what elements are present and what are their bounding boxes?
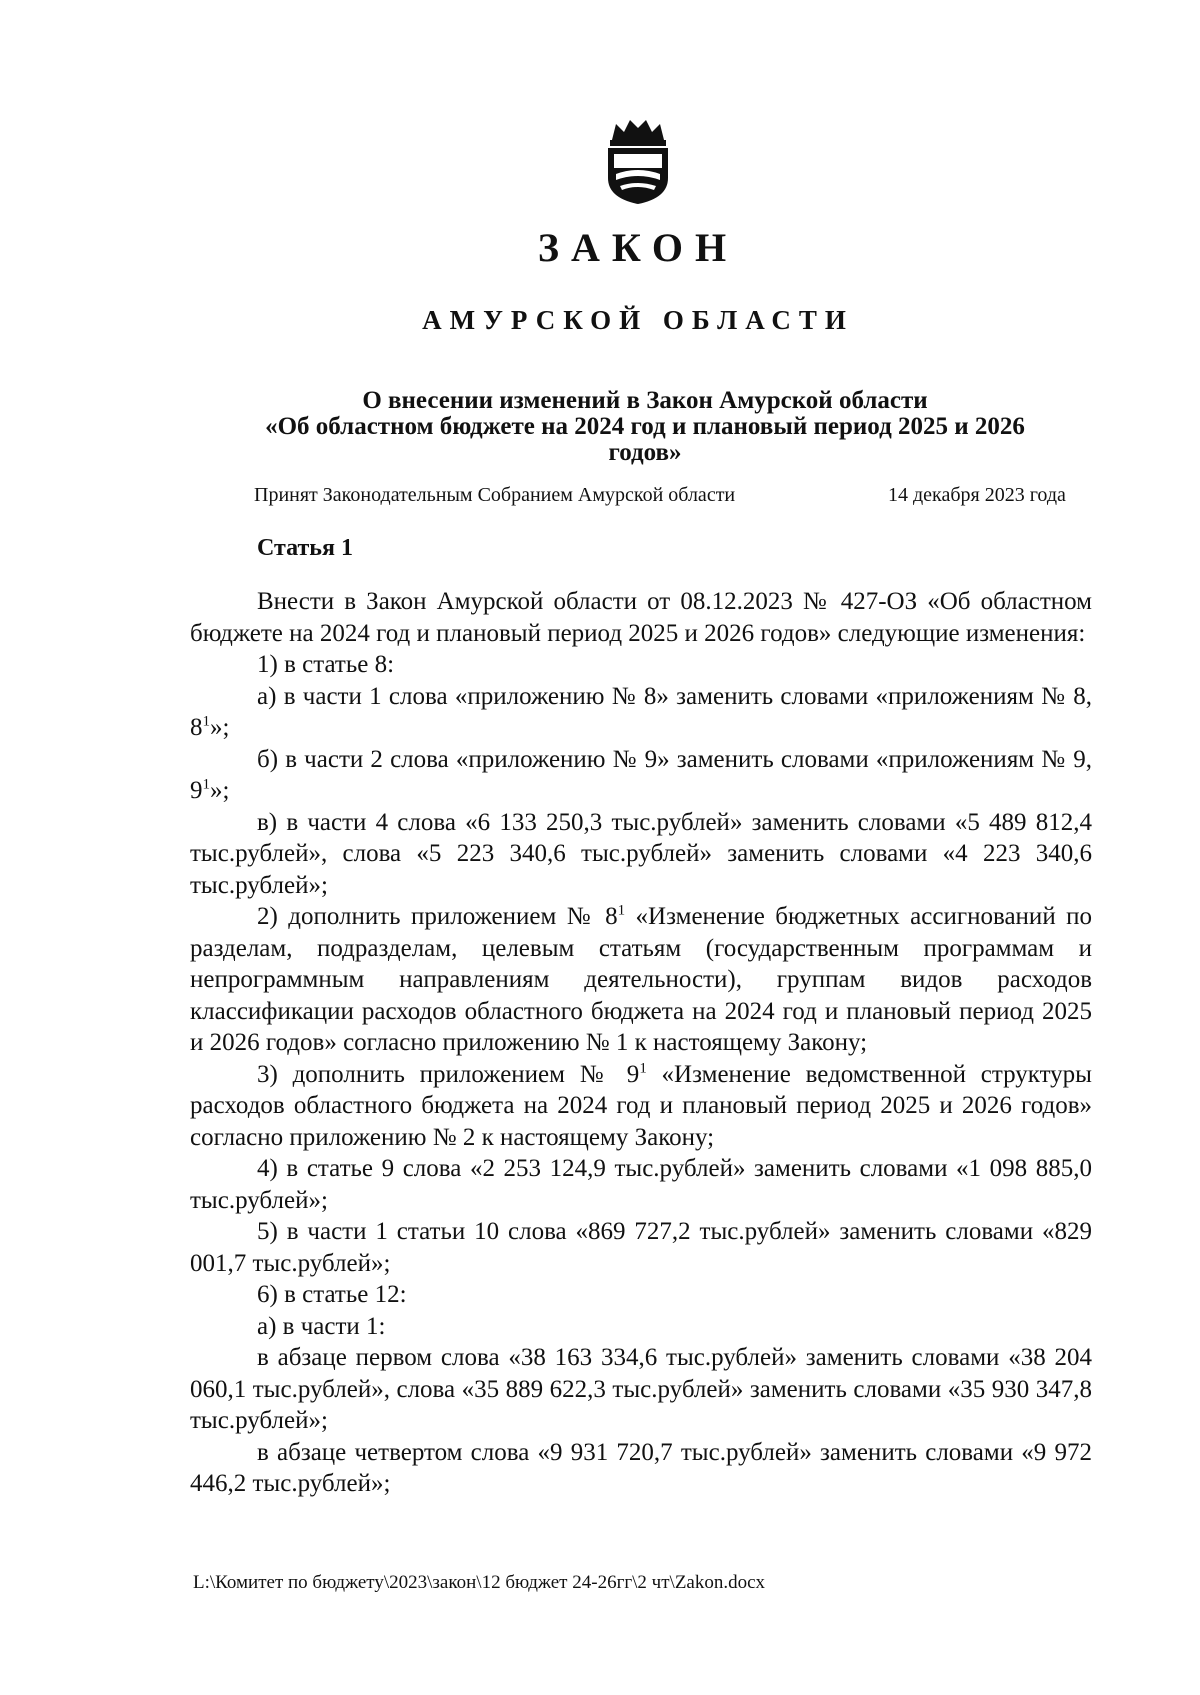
file-path-footer: L:\Комитет по бюджету\2023\закон\12 бюджет 24-26гг\2 чт\Zakon.docx [193,1572,766,1593]
paragraph: 4) в статье 9 слова «2 253 124,9 тыс.рублей» заменить словами «1 098 885,0 тыс.рублей»; [190,1155,1092,1214]
paragraph: а) в части 1: [257,1312,386,1340]
paragraph: 5) в части 1 статьи 10 слова «869 727,2 тыс.рублей» заменить словами «829 001,7 тыс.рублей»; [190,1218,1092,1277]
paragraph: в абзаце первом слова «38 163 334,6 тыс.рублей» заменить словами «38 204 060,1 тыс.рублей», слова «35 889 622,3 тыс.рублей» заменить словами «35 930 347,8 тыс.рублей»; [190,1344,1092,1434]
law-title: ЗАКОН [537,225,739,270]
region-title: АМУРСКОЙ ОБЛАСТИ [422,305,854,335]
paragraph: 6) в статье 12: [257,1281,407,1308]
paragraph: б) в части 2 слова «приложению № 9» заменить словами «приложениям № 9, $9^1$»; [190,745,1092,804]
adopted-by: Принят Законодательным Собранием Амурской области [254,484,736,506]
paragraph: в абзаце четвертом слова «9 931 720,7 тыс.рублей» заменить словами «9 972 446,2 тыс.рублей»; [190,1438,1092,1497]
heading-line: годов» [608,439,682,466]
article-body [190,586,1092,1500]
paragraph: 3) дополнить приложением № $9^1$ «Изменение ведомственной структуры расходов областного бюджета на 2024 год и плановый период 2025 и 2026 годов» согласно приложению № 2 к настоящему Закону; [190,1060,1092,1151]
article-title: Статья 1 [257,535,353,561]
intro-paragraph: Внести в Закон Амурской области от 08.12.2023 № 427-ОЗ «Об областном бюджете на 2024 год и плановый период 2025 и 2026 годов» следующие изменения: [190,588,1092,647]
paragraph: 1) в статье 8: [257,651,395,678]
paragraph: а) в части 1 слова «приложению № 8» заменить словами «приложениям № 8, $8^1$»; [190,682,1092,741]
law-heading [190,388,1100,466]
adopted-date: 14 декабря 2023 года [888,484,1066,506]
heading-line: О внесении изменений в Закон Амурской области [362,387,928,414]
paragraph: в) в части 4 слова «6 133 250,3 тыс.рублей» заменить словами «5 489 812,4 тыс.рублей», слова «5 223 340,6 тыс.рублей» заменить словами «4 223 340,6 тыс.рублей»; [190,808,1092,899]
paragraph: 2) дополнить приложением № $8^1$ «Изменение бюджетных ассигнований по разделам, подразделам, целевым статьям (государственным программам и непрограммным направлениям деятельности), группам видов расходов классификации расходов областного бюджета на 2024 год и плановый период 2025 и 2026 годов» согласно приложению № 1 к настоящему Закону; [190,902,1092,1056]
coat-of-arms-icon [602,116,674,204]
heading-line: «Об областном бюджете на 2024 год и плановый период 2025 и 2026 [265,413,1025,440]
